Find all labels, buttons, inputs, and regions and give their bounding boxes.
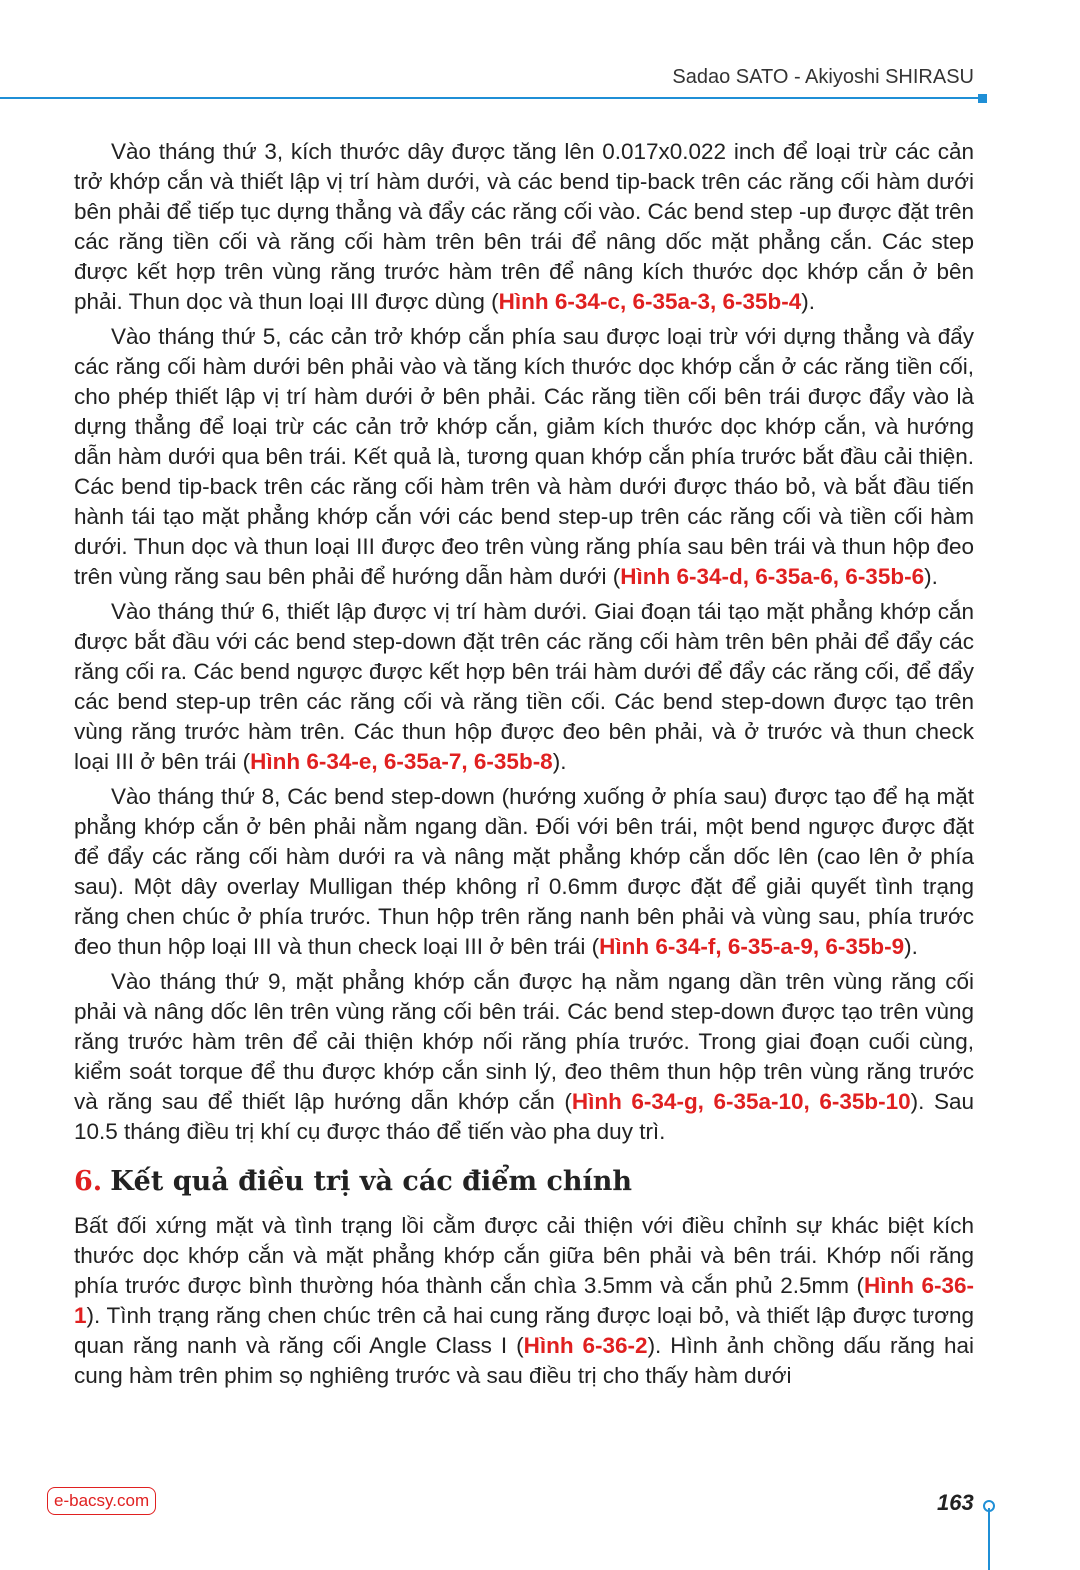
- paragraph: [74, 597, 974, 777]
- paragraph-text: ).: [904, 934, 918, 959]
- body-paragraphs: [74, 137, 974, 1147]
- section-body: [74, 1211, 974, 1391]
- paragraph-text: ).: [552, 749, 567, 774]
- paragraph-text: Vào tháng thứ 3, kích thước dây được tăng lên 0.017x0.022 inch để loại trừ các cản trở khớp cắn và thiết lập vị trí hàm dưới, và các bend tip-back trên các răng cối hàm dưới bên phải để tiếp tục dựng thẳng và đẩy các răng cối vào. Các bend step -up được đặt trên các răng tiền cối và răng cối hàm trên bên trái để nâng dốc mặt phẳng cắn. Các step được kết hợp trên vùng răng trước hàm trên để nâng kích thước dọc khớp cắn ở bên phải. Thun dọc và thun loại III được dùng (: [74, 139, 974, 314]
- paragraph-text: ). Hình ảnh chồng dấu răng hai cung hàm trên phim sọ nghiêng trước và sau điều trị cho thấy hàm dưới: [74, 1333, 974, 1388]
- header-rule: [0, 97, 980, 99]
- paragraph: [74, 137, 974, 317]
- header-square-marker: [978, 94, 987, 103]
- figure-reference: Hình 6-36-2: [523, 1333, 648, 1358]
- figure-reference: Hình 6-34-f, 6-35-a-9, 6-35b-9: [599, 934, 905, 959]
- paragraph-text: ).: [801, 289, 816, 314]
- paragraph: [74, 322, 974, 592]
- figure-reference: Hình 6-34-e, 6-35a-7, 6-35b-8: [250, 749, 553, 774]
- paragraph-text: Vào tháng thứ 9, mặt phẳng khớp cắn được hạ nằm ngang dần trên vùng răng cối phải và nâng dốc lên trên vùng răng cối bên trái. Các bend step-down được tạo trên vùng răng trước hàm trên để cải thiện khớp nối răng phía trước. Trong giai đoạn cuối cùng, kiểm soát torque để thu được khớp cắn sinh lý, đeo thêm thun hộp trên vùng răng trước và răng sau để thiết lập hướng dẫn khớp cắn (: [74, 969, 974, 1114]
- page-marker-line: [988, 1508, 990, 1570]
- figure-reference: Hình 6-34-c, 6-35a-3, 6-35b-4: [498, 289, 802, 314]
- figure-reference: Hình 6-34-g, 6-35a-10, 6-35b-10: [571, 1089, 911, 1114]
- paragraph-text: Bất đối xứng mặt và tình trạng lồi cằm được cải thiện với điều chỉnh sự khác biệt kích thước dọc khớp cắn và mặt phẳng khớp cắn giữa bên phải và bên trái. Khớp nối răng phía trước được bình thường hóa thành cắn chìa 3.5mm và cắn phủ 2.5mm (: [74, 1213, 974, 1298]
- figure-reference: Hình 6-36-1: [74, 1273, 974, 1328]
- site-logo[interactable]: e-bacsy.com: [47, 1487, 156, 1515]
- paragraph-text: Vào tháng thứ 5, các cản trở khớp cắn phía sau được loại trừ với dựng thẳng và đẩy các răng cối hàm dưới bên phải vào và tăng kích thước dọc khớp cắn ở các răng tiền cối, cho phép thiết lập vị trí hàm dưới ở bên phải. Các răng tiền cối bên trái được đẩy vào là dựng thẳng để loại trừ các cản trở khớp cắn, giảm kích thước dọc khớp cắn, và hướng dẫn hàm dưới qua bên trái. Kết quả là, tương quan khớp cắn phía trước bắt đầu cải thiện. Các bend tip-back trên các răng cối hàm trên và hàm dưới được tháo bỏ, và bắt đầu tiến hành tái tạo mặt phẳng khớp cắn với các bend step-up trên các răng cối và tiền cối hàm dưới. Thun dọc và thun loại III được đeo trên vùng răng phía sau bên trái và thun hộp đeo trên vùng răng sau bên phải để hướng dẫn hàm dưới (: [74, 324, 974, 589]
- page-content: [74, 137, 974, 1396]
- section-title: Kết quả điều trị và các điểm chính: [110, 1166, 633, 1197]
- paragraph: [74, 1211, 974, 1391]
- paragraph: [74, 782, 974, 962]
- paragraph-text: ).: [924, 564, 938, 589]
- figure-reference: Hình 6-34-d, 6-35a-6, 6-35b-6: [620, 564, 925, 589]
- header-authors: Sadao SATO - Akiyoshi SHIRASU: [672, 66, 974, 88]
- paragraph: [74, 967, 974, 1147]
- paragraph-text: Vào tháng thứ 8, Các bend step-down (hướng xuống ở phía sau) được tạo để hạ mặt phẳng khớp cắn ở bên phải nằm ngang dần. Đối với bên trái, một bend ngược được đặt để đẩy các răng cối hàm dưới ra và nâng mặt phẳng khớp cắn dốc lên (cao lên ở phía sau). Một dây overlay Mulligan thép không rỉ 0.6mm được đặt để giải quyết tình trạng răng chen chúc ở phía trước. Thun hộp trên răng nanh bên phải và vùng sau, phía trước đeo thun hộp loại III và thun check loại III ở bên trái (: [74, 784, 974, 959]
- section-number: 6.: [74, 1166, 103, 1197]
- paragraph-text: Vào tháng thứ 6, thiết lập được vị trí hàm dưới. Giai đoạn tái tạo mặt phẳng khớp cắn được bắt đầu với các bend step-down đặt trên các răng cối hàm trên bên phải để đẩy các răng cối ra. Các bend ngược được kết hợp bên trái hàm dưới để đẩy các răng cối, để đẩy các bend step-up trên các răng cối và răng tiền cối. Các bend step-down được tạo trên vùng răng trước hàm trên. Các thun hộp được đeo bên phải, và ở trước và thun check loại III ở bên trái (: [74, 599, 974, 774]
- paragraph-text: ). Sau 10.5 tháng điều trị khí cụ được tháo để tiến vào pha duy trì.: [74, 1089, 974, 1144]
- page-number: 163: [937, 1490, 974, 1515]
- section-heading: [74, 1165, 974, 1199]
- paragraph-text: ). Tình trạng răng chen chúc trên cả hai cung răng được loại bỏ, và thiết lập được tương quan răng nanh và răng cối Angle Class I (: [74, 1303, 974, 1358]
